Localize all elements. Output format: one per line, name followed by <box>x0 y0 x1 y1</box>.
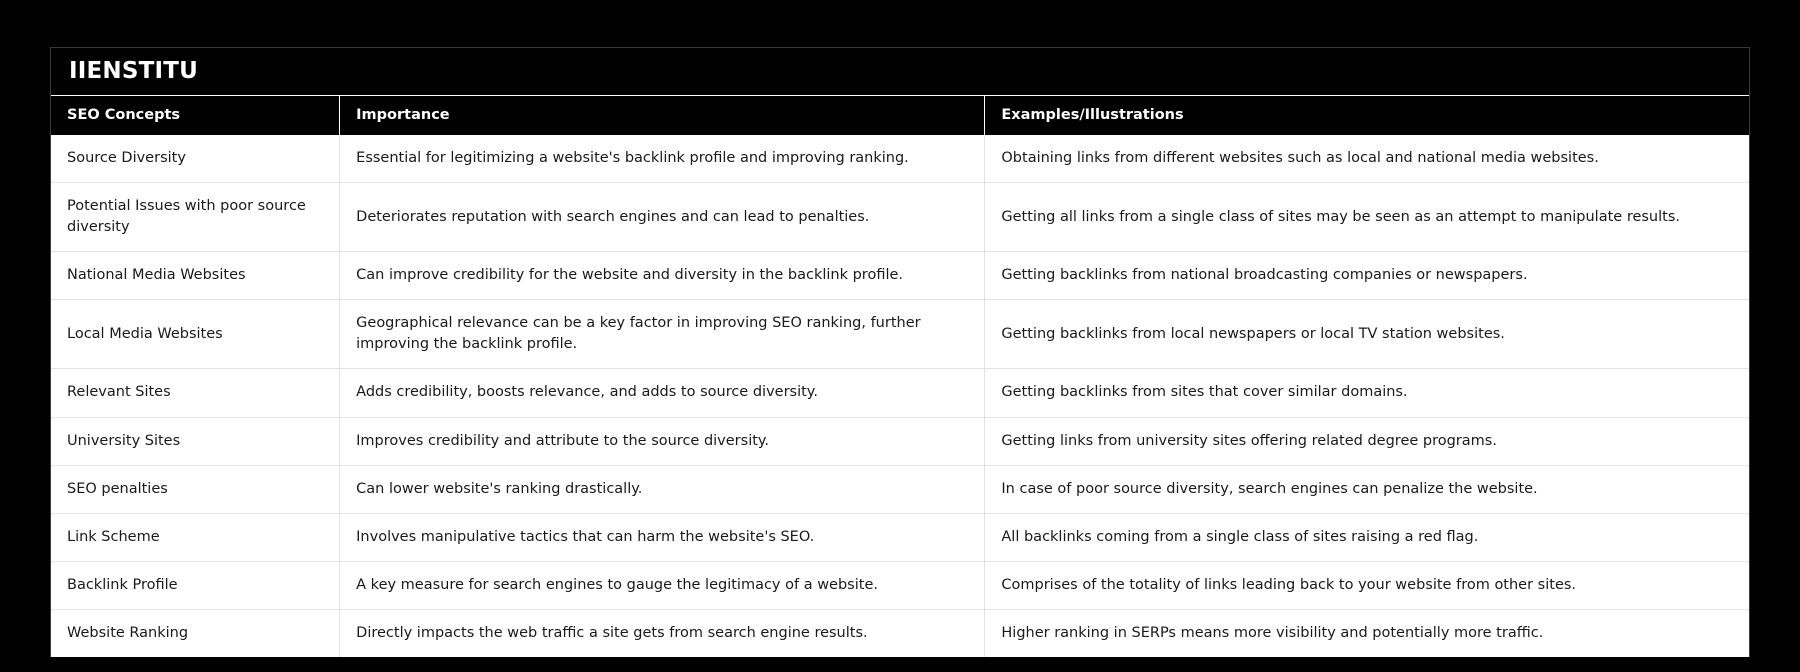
cell-example: Getting links from university sites offering related degree programs. <box>985 417 1749 465</box>
cell-example: Obtaining links from different websites such as local and national media websites. <box>985 135 1749 183</box>
cell-example: Higher ranking in SERPs means more visibility and potentially more traffic. <box>985 609 1749 657</box>
cell-importance: Deteriorates reputation with search engines and can lead to penalties. <box>340 183 985 252</box>
cell-example: Getting backlinks from sites that cover similar domains. <box>985 369 1749 417</box>
table-row <box>51 135 1749 183</box>
cell-concept: Potential Issues with poor source diversity <box>51 183 340 252</box>
column-header-seo-concepts: SEO Concepts <box>51 96 340 135</box>
table-row <box>51 417 1749 465</box>
cell-concept: SEO penalties <box>51 465 340 513</box>
cell-importance: A key measure for search engines to gauge the legitimacy of a website. <box>340 561 985 609</box>
cell-concept: Link Scheme <box>51 513 340 561</box>
cell-importance: Involves manipulative tactics that can harm the website's SEO. <box>340 513 985 561</box>
cell-concept: Local Media Websites <box>51 300 340 369</box>
cell-concept: Website Ranking <box>51 609 340 657</box>
table-row <box>51 300 1749 369</box>
cell-importance: Geographical relevance can be a key factor in improving SEO ranking, further improving the backlink profile. <box>340 300 985 369</box>
column-header-importance: Importance <box>340 96 985 135</box>
brand-title: IIENSTITU <box>69 58 199 84</box>
table-row <box>51 513 1749 561</box>
cell-example: All backlinks coming from a single class of sites raising a red flag. <box>985 513 1749 561</box>
cell-concept: Source Diversity <box>51 135 340 183</box>
cell-example: Comprises of the totality of links leading back to your website from other sites. <box>985 561 1749 609</box>
table-body <box>51 135 1749 656</box>
cell-importance: Can lower website's ranking drastically. <box>340 465 985 513</box>
table-row <box>51 183 1749 252</box>
cell-concept: National Media Websites <box>51 252 340 300</box>
seo-concepts-card <box>50 47 1750 657</box>
table-row <box>51 369 1749 417</box>
cell-importance: Can improve credibility for the website and diversity in the backlink profile. <box>340 252 985 300</box>
cell-importance: Directly impacts the web traffic a site gets from search engine results. <box>340 609 985 657</box>
cell-example: Getting all links from a single class of sites may be seen as an attempt to manipulate results. <box>985 183 1749 252</box>
table-header-row <box>51 96 1749 135</box>
column-header-examples: Examples/Illustrations <box>985 96 1749 135</box>
cell-example: Getting backlinks from national broadcasting companies or newspapers. <box>985 252 1749 300</box>
table-row <box>51 465 1749 513</box>
seo-concepts-table <box>51 96 1749 657</box>
cell-concept: Relevant Sites <box>51 369 340 417</box>
table-row <box>51 609 1749 657</box>
cell-importance: Essential for legitimizing a website's backlink profile and improving ranking. <box>340 135 985 183</box>
cell-importance: Improves credibility and attribute to the source diversity. <box>340 417 985 465</box>
cell-concept: Backlink Profile <box>51 561 340 609</box>
cell-concept: University Sites <box>51 417 340 465</box>
table-row <box>51 252 1749 300</box>
table-row <box>51 561 1749 609</box>
brand-header <box>51 48 1749 96</box>
cell-example: In case of poor source diversity, search engines can penalize the website. <box>985 465 1749 513</box>
cell-importance: Adds credibility, boosts relevance, and adds to source diversity. <box>340 369 985 417</box>
cell-example: Getting backlinks from local newspapers or local TV station websites. <box>985 300 1749 369</box>
